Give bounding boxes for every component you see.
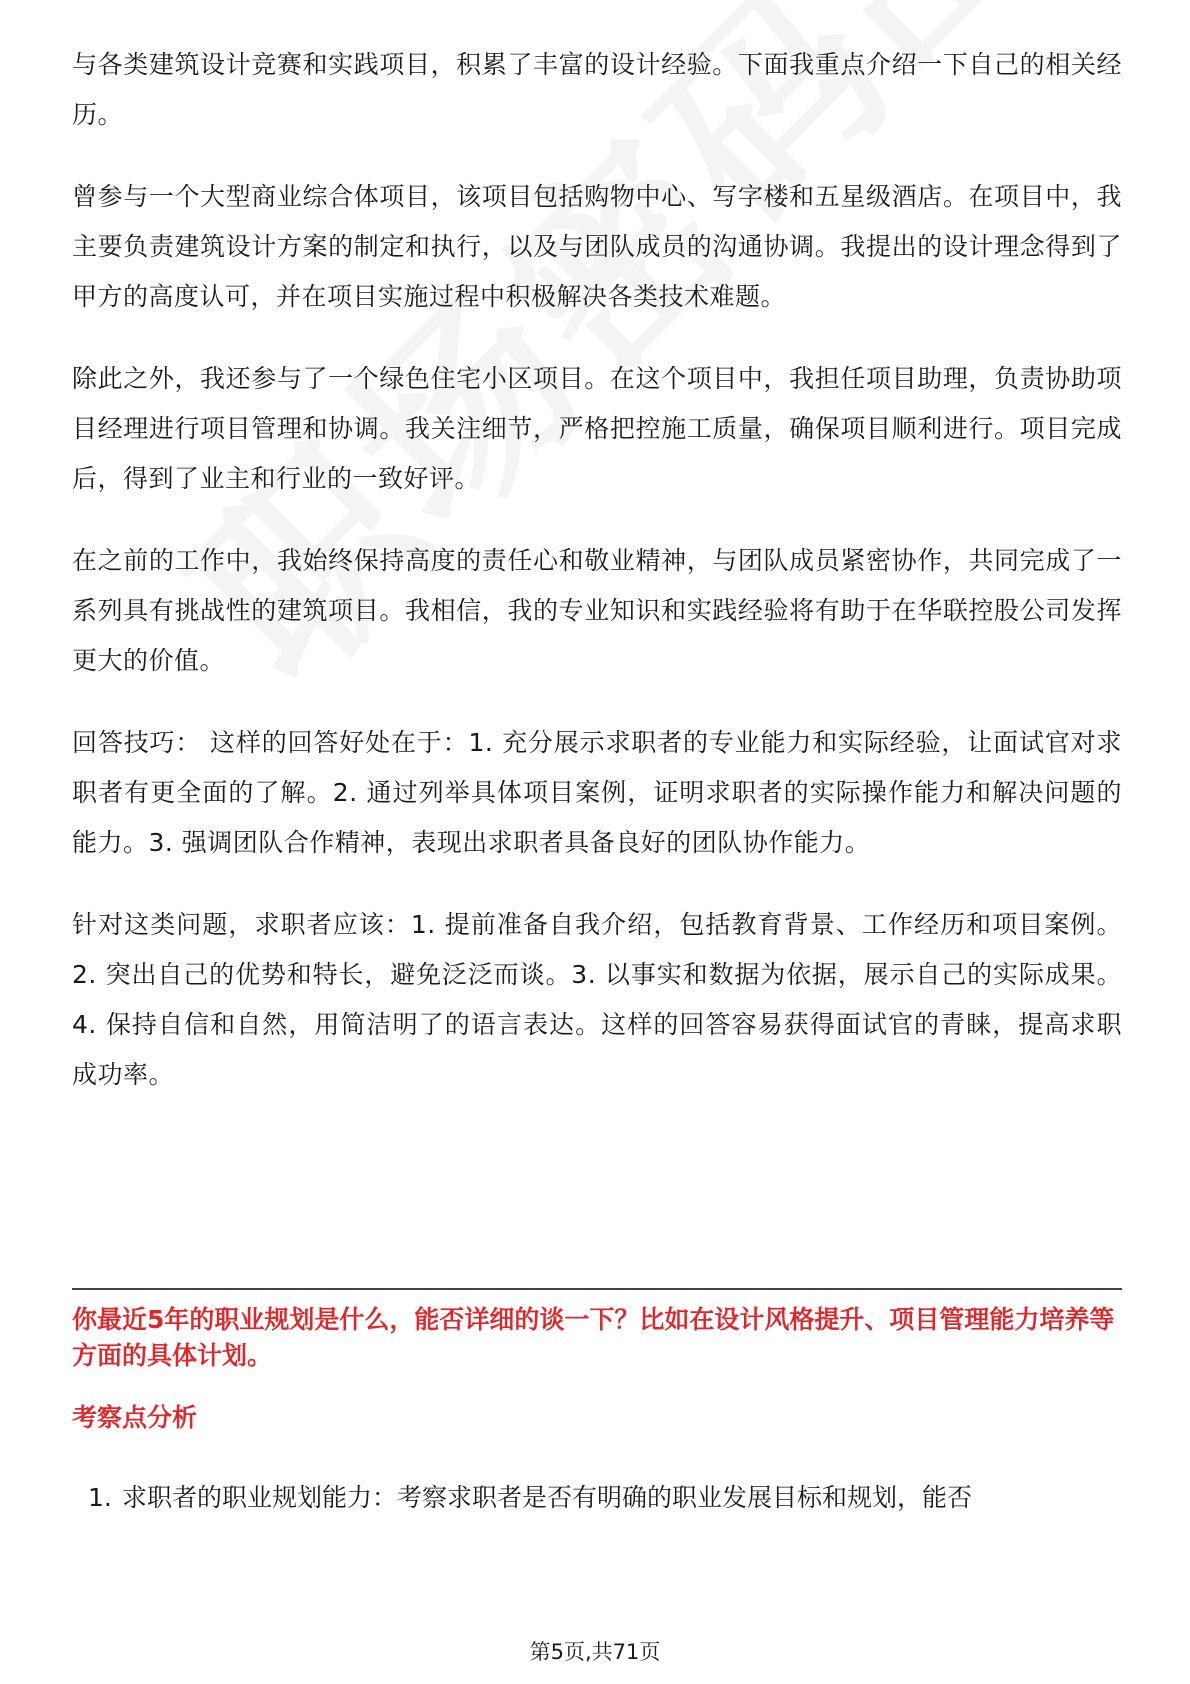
page-number-footer: 第5页,共71页 bbox=[529, 1640, 661, 1664]
document-body bbox=[72, 40, 1122, 1132]
analysis-heading: 考察点分析 bbox=[72, 1403, 198, 1432]
paragraph-answer-tips: 回答技巧： 这样的回答好处在于：1. 充分展示求职者的专业能力和实际经验，让面试官对求职者有更全面的了解。2. 通过列举具体项目案例，证明求职者的实际操作能力和解决问题的能力。3. 强调团队合作精神，表现出求职者具备良好的团队协作能力。 bbox=[72, 728, 1122, 857]
list-item-number: 1. bbox=[88, 1483, 112, 1512]
paragraph-experience-intro: 与各类建筑设计竞赛和实践项目，积累了丰富的设计经验。下面我重点介绍一下自己的相关经历。 bbox=[72, 50, 1122, 129]
paragraph-residential-project: 除此之外，我还参与了一个绿色住宅小区项目。在这个项目中，我担任项目助理，负责协助项目经理进行项目管理和协调。我关注细节，严格把控施工质量，确保项目顺利进行。项目完成后，得到了业主和行业的一致好评。 bbox=[72, 364, 1122, 493]
paragraph-commercial-project: 曾参与一个大型商业综合体项目，该项目包括购物中心、写字楼和五星级酒店。在项目中，我主要负责建筑设计方案的制定和执行，以及与团队成员的沟通协调。我提出的设计理念得到了甲方的高度认可，并在项目实施过程中积极解决各类技术难题。 bbox=[72, 182, 1122, 311]
paragraph-summary: 在之前的工作中，我始终保持高度的责任心和敬业精神，与团队成员紧密协作，共同完成了一系列具有挑战性的建筑项目。我相信，我的专业知识和实践经验将有助于在华联控股公司发挥更大的价值。 bbox=[72, 546, 1122, 675]
section-divider bbox=[72, 1288, 1122, 1290]
interview-question: 你最近5年的职业规划是什么，能否详细的谈一下？比如在设计风格提升、项目管理能力培养等方面的具体计划。 bbox=[72, 1305, 1115, 1370]
analysis-list-item bbox=[88, 1480, 1122, 1516]
paragraph-advice: 针对这类问题，求职者应该：1. 提前准备自我介绍，包括教育背景、工作经历和项目案例。2. 突出自己的优势和特长，避免泛泛而谈。3. 以事实和数据为依据，展示自己的实际成果。4. 保持自信和自然，用简洁明了的语言表达。这样的回答容易获得面试官的青睐，提高求职成功率。 bbox=[72, 910, 1122, 1089]
list-item-text: 求职者的职业规划能力：考察求职者是否有明确的职业发展目标和规划，能否 bbox=[122, 1483, 973, 1512]
